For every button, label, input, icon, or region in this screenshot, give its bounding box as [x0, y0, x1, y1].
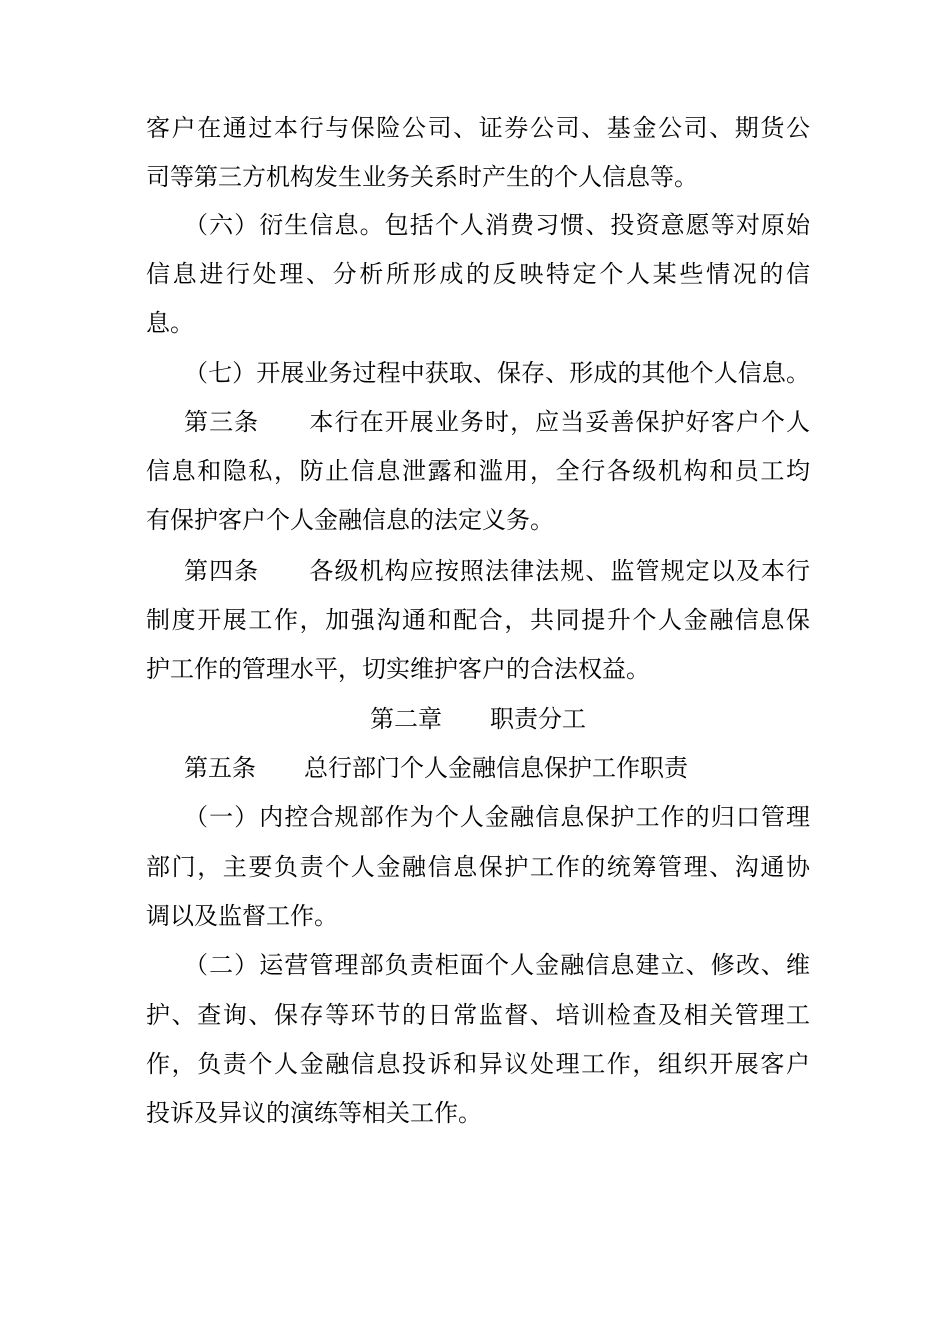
paragraph-line: 制度开展工作，加强沟通和配合，共同提升个人金融信息保	[146, 606, 810, 634]
paragraph-line: （一）内控合规部作为个人金融信息保护工作的归口管理	[184, 803, 810, 831]
paragraph-line: （七）开展业务过程中获取、保存、形成的其他个人信息。	[184, 359, 810, 387]
paragraph-line: 有保护客户个人金融信息的法定义务。	[146, 506, 554, 534]
paragraph-line: 作，负责个人金融信息投诉和异议处理工作，组织开展客户	[146, 1050, 810, 1078]
article-line: 第五条 总行部门个人金融信息保护工作职责	[184, 754, 688, 782]
article-line: 第三条 本行在开展业务时，应当妥善保护好客户个人	[184, 408, 810, 436]
paragraph-line: 部门，主要负责个人金融信息保护工作的统筹管理、沟通协	[146, 853, 810, 881]
paragraph-line: 投诉及异议的演练等相关工作。	[146, 1099, 482, 1127]
paragraph-line: （二）运营管理部负责柜面个人金融信息建立、修改、维	[184, 951, 810, 979]
paragraph-line: （六）衍生信息。包括个人消费习惯、投资意愿等对原始	[184, 211, 810, 239]
paragraph-line: 护工作的管理水平，切实维护客户的合法权益。	[146, 655, 650, 683]
paragraph-line: 息。	[146, 309, 194, 337]
article-line: 第四条 各级机构应按照法律法规、监管规定以及本行	[184, 557, 810, 585]
paragraph-line: 信息进行处理、分析所形成的反映特定个人某些情况的信	[146, 260, 810, 288]
paragraph-line: 客户在通过本行与保险公司、证券公司、基金公司、期货公	[146, 114, 810, 142]
chapter-heading: 第二章 职责分工	[370, 705, 586, 733]
paragraph-line: 护、查询、保存等环节的日常监督、培训检查及相关管理工	[146, 1001, 810, 1029]
paragraph-line: 司等第三方机构发生业务关系时产生的个人信息等。	[146, 163, 698, 191]
paragraph-line: 信息和隐私，防止信息泄露和滥用，全行各级机构和员工均	[146, 457, 810, 485]
paragraph-line: 调以及监督工作。	[146, 902, 338, 930]
